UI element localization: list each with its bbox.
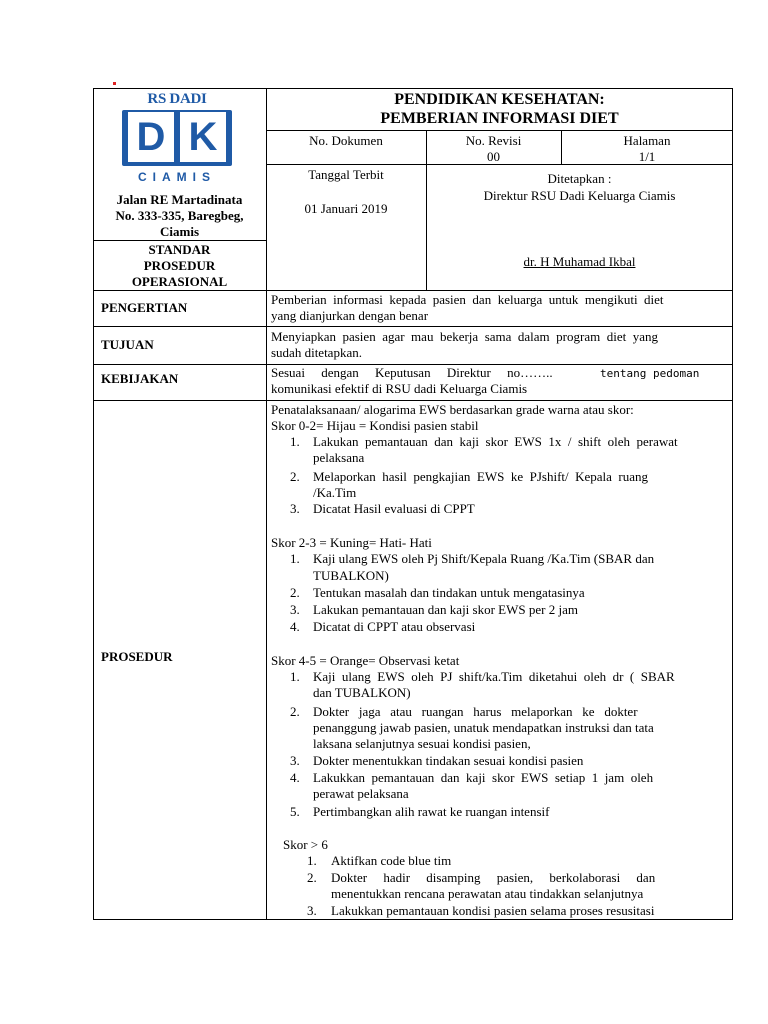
list-item: Lakukkan pemantauan dan kaji skor EWS setiap 1 jam oleh xyxy=(313,770,654,785)
no-revisi-label: No. Revisi xyxy=(465,133,522,148)
sop-label: OPERASIONAL xyxy=(131,274,228,289)
document-title: PEMBERIAN INFORMASI DIET xyxy=(380,110,619,127)
logo-box xyxy=(122,110,232,166)
list-item: perawat pelaksana xyxy=(313,786,409,801)
group-heading: Skor 0-2= Hijau = Kondisi pasien stabil xyxy=(271,418,479,433)
logo-top-text: RS DADI xyxy=(147,91,207,107)
no-revisi-value: 00 xyxy=(487,149,500,164)
list-item: Kaji ulang EWS oleh PJ shift/ka.Tim diketahui oleh dr ( SBAR xyxy=(313,669,675,684)
list-item: pelaksana xyxy=(313,450,365,465)
list-number: 1. xyxy=(290,669,300,684)
ditetapkan-label: Ditetapkan : xyxy=(547,171,612,186)
sop-label: PROSEDUR xyxy=(143,258,216,273)
tujuan-text: sudah ditetapkan. xyxy=(271,345,362,360)
group-heading: Skor 2-3 = Kuning= Hati- Hati xyxy=(271,535,432,550)
group-heading: Skor > 6 xyxy=(283,837,328,852)
ditetapkan-by: Direktur RSU Dadi Keluarga Ciamis xyxy=(483,188,676,203)
list-number: 2. xyxy=(307,870,317,885)
list-item: /Ka.Tim xyxy=(313,485,357,500)
list-item: TUBALKON) xyxy=(313,568,389,583)
pengertian-text: Pemberian informasi kepada pasien dan keluarga untuk mengikuti diet xyxy=(271,292,664,307)
kebijakan-text: Sesuai dengan Keputusan Direktur no…….. xyxy=(271,365,553,380)
no-dokumen-label: No. Dokumen xyxy=(309,133,383,148)
list-number: 5. xyxy=(290,804,300,819)
list-number: 3. xyxy=(307,903,317,918)
list-number: 2. xyxy=(290,469,300,484)
address-line: No. 333-335, Baregbeg, xyxy=(115,208,244,223)
list-number: 3. xyxy=(290,753,300,768)
logo-bottom-text: CIAMIS xyxy=(138,170,216,184)
pengertian-label: PENGERTIAN xyxy=(101,300,188,315)
list-item: dan TUBALKON) xyxy=(313,685,411,700)
list-item: Pertimbangkan alih rawat ke ruangan intensif xyxy=(313,804,550,819)
list-item: Lakukan pemantauan dan kaji skor EWS 1x / shift oleh perawat xyxy=(313,434,678,449)
row-divider xyxy=(93,290,733,291)
kebijakan-label: KEBIJAKAN xyxy=(101,371,179,386)
list-number: 4. xyxy=(290,619,300,634)
list-item: Aktifkan code blue tim xyxy=(331,853,452,868)
pengertian-text: yang dianjurkan dengan benar xyxy=(271,308,429,323)
list-item: Dokter jaga atau ruangan harus melaporkan ke dokter xyxy=(313,704,638,719)
list-number: 1. xyxy=(290,551,300,566)
list-item: menentukkan rencana perawatan atau tindakkan selanjutnya xyxy=(331,886,644,901)
list-item: Lakukan pemantauan dan kaji skor EWS per 2 jam xyxy=(313,602,578,617)
logo-letter-k: K xyxy=(180,112,226,162)
address-line: Jalan RE Martadinata xyxy=(116,192,243,207)
list-item: Lakukkan pemantauan kondisi pasien selama proses resusitasi xyxy=(331,903,655,918)
signatory-name: dr. H Muhamad Ikbal xyxy=(523,254,636,269)
row-divider xyxy=(266,130,733,131)
list-number: 3. xyxy=(290,501,300,516)
row-divider xyxy=(93,326,733,327)
kebijakan-text: tentang pedoman xyxy=(600,367,700,380)
logo-letter-d: D xyxy=(128,112,174,162)
tujuan-text: Menyiapkan pasien agar mau bekerja sama dalam program diet yang xyxy=(271,329,658,344)
list-item: laksana selanjutnya sesuai kondisi pasien, xyxy=(313,736,531,751)
list-item: Dicatat di CPPT atau observasi xyxy=(313,619,476,634)
list-item: Tentukan masalah dan tindakan untuk mengatasinya xyxy=(313,585,585,600)
halaman-label: Halaman xyxy=(623,133,671,148)
list-item: Kaji ulang EWS oleh Pj Shift/Kepala Ruang /Ka.Tim (SBAR dan xyxy=(313,551,655,566)
list-number: 4. xyxy=(290,770,300,785)
tanggal-label: Tanggal Terbit xyxy=(308,167,384,182)
address-line: Ciamis xyxy=(160,224,199,239)
row-divider xyxy=(93,240,266,241)
row-divider xyxy=(93,400,733,401)
hospital-logo xyxy=(118,89,236,189)
tanggal-value: 01 Januari 2019 xyxy=(304,201,388,216)
list-item: Dokter menentukkan tindakan sesuai kondisi pasien xyxy=(313,753,584,768)
list-item: Dokter hadir disamping pasien, berkolaborasi dan xyxy=(331,870,656,885)
list-number: 2. xyxy=(290,585,300,600)
halaman-value: 1/1 xyxy=(638,149,656,164)
list-item: Dicatat Hasil evaluasi di CPPT xyxy=(313,501,475,516)
corner-mark xyxy=(113,82,116,85)
prosedur-label: PROSEDUR xyxy=(101,649,173,664)
list-number: 3. xyxy=(290,602,300,617)
list-item: penanggung jawab pasien, unatuk mendapatkan instruksi dan tata xyxy=(313,720,654,735)
list-number: 2. xyxy=(290,704,300,719)
prosedur-intro: Penatalaksanaan/ alogarima EWS berdasarkan grade warna atau skor: xyxy=(271,402,634,417)
kebijakan-text: komunikasi efektif di RSU dadi Keluarga Ciamis xyxy=(271,381,528,396)
tujuan-label: TUJUAN xyxy=(101,337,154,352)
list-item: Melaporkan hasil pengkajian EWS ke PJshift/ Kepala ruang xyxy=(313,469,649,484)
sop-label: STANDAR xyxy=(148,242,211,257)
list-number: 1. xyxy=(290,434,300,449)
document-title: PENDIDIKAN KESEHATAN: xyxy=(394,91,605,108)
group-heading: Skor 4-5 = Orange= Observasi ketat xyxy=(271,653,460,668)
list-number: 1. xyxy=(307,853,317,868)
